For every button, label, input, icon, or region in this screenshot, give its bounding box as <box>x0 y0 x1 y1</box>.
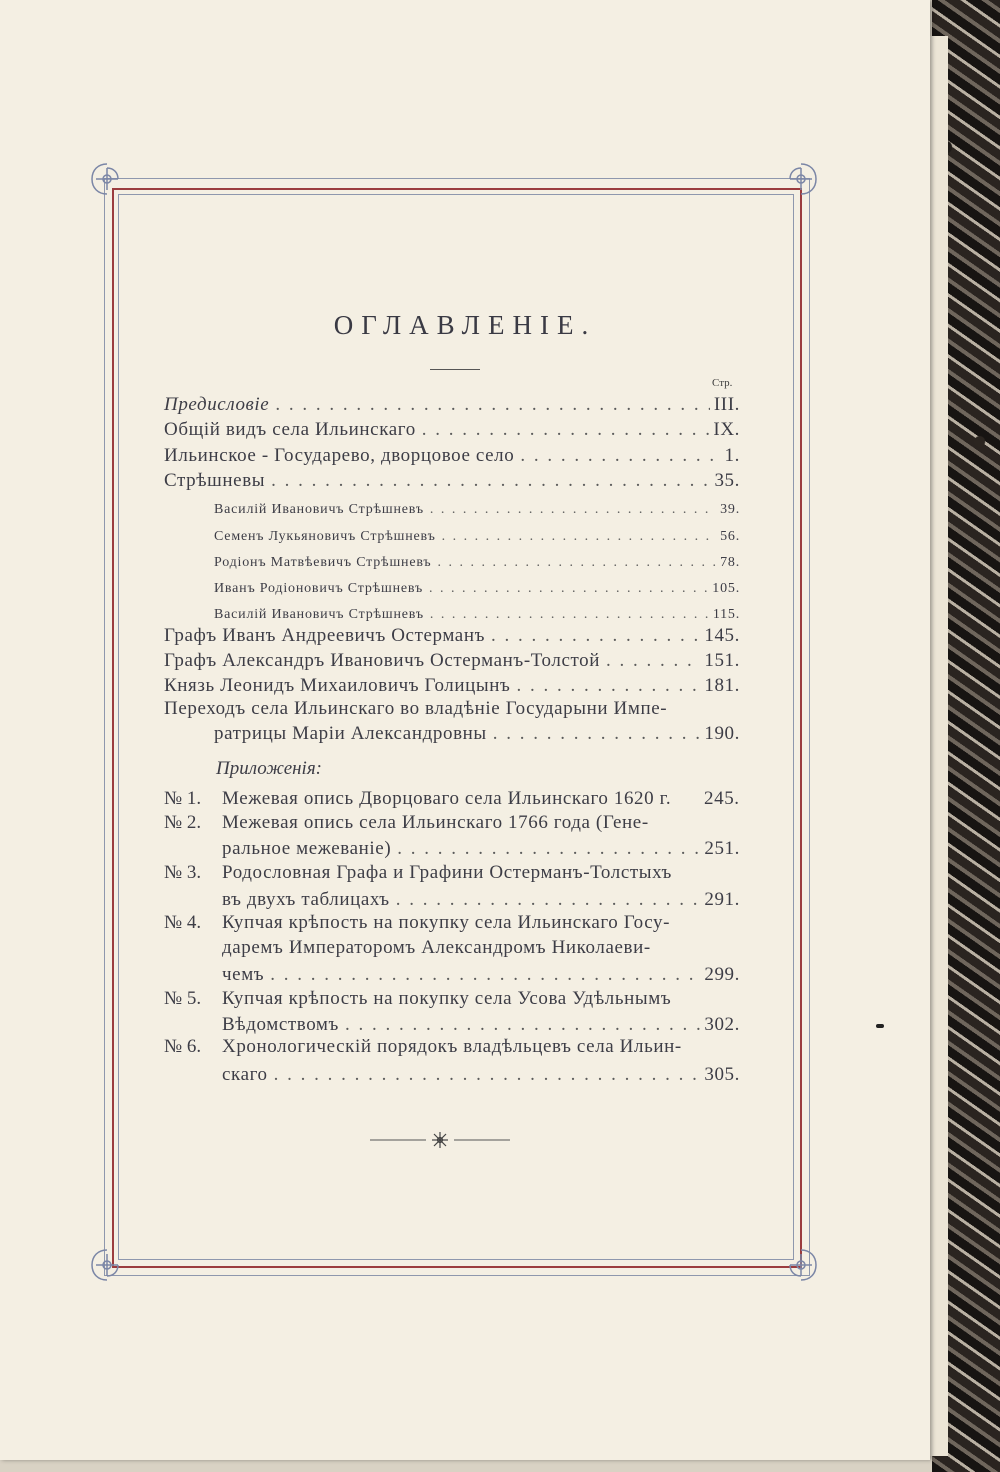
toc-subentry[interactable] <box>214 545 740 571</box>
toc-entry[interactable] <box>164 621 740 647</box>
toc-entry-page: 145. <box>704 625 740 646</box>
appendix-entry[interactable] <box>222 1010 740 1036</box>
page-column-label: Стр. <box>712 377 733 389</box>
toc-entry-label: Графъ Иванъ Андреевичъ Остерманъ <box>164 625 486 646</box>
appendix-number: № 4. <box>164 912 202 933</box>
toc-entry-label: Василій Ивановичъ Стрѣшневъ <box>214 607 424 622</box>
toc-entry-line: Переходъ села Ильинскаго во владѣніе Государыни Импе- <box>164 698 668 719</box>
appendix-page: 302. <box>704 1014 740 1035</box>
appendix-line: скаго <box>222 1064 268 1085</box>
appendix-line: чемъ <box>222 964 265 985</box>
toc-entry-label: Василій Ивановичъ Стрѣшневъ <box>214 502 424 517</box>
appendix-heading: Приложенія: <box>216 758 322 779</box>
leader-dots <box>424 502 716 518</box>
toc-entry-page: 181. <box>704 675 740 696</box>
leader-dots <box>339 1014 700 1036</box>
appendix-entry[interactable] <box>222 1060 740 1086</box>
leader-dots <box>487 723 701 745</box>
toc-entry-page: 105. <box>712 581 740 596</box>
page-mark <box>876 1024 884 1028</box>
leader-dots <box>268 1064 701 1086</box>
leader-dots <box>391 838 700 860</box>
toc-entry-page: 115. <box>712 607 740 622</box>
toc-entry-label: Иванъ Родіоновичъ Стрѣшневъ <box>214 581 424 596</box>
toc-entry-label: Графъ Александръ Ивановичъ Остерманъ-Толстой <box>164 650 601 671</box>
toc-entry-label: Семенъ Лукьяновичъ Стрѣшневъ <box>214 529 436 544</box>
appendix-number: № 2. <box>164 812 202 833</box>
appendix-line: въ двухъ таблицахъ <box>222 889 390 910</box>
toc-entry-page: 1. <box>724 445 740 466</box>
appendix-line: Межевая опись села Ильинскаго 1766 года (Гене- <box>222 812 649 833</box>
toc-entry-page: 78. <box>720 555 740 570</box>
leader-dots <box>600 650 700 672</box>
page-title: ОГЛАВЛЕНІЕ. <box>333 310 597 340</box>
toc-entry-label: Стрѣшневы <box>164 470 266 491</box>
appendix-line: даремъ Императоромъ Александромъ Николаеви- <box>222 937 651 958</box>
toc-entry[interactable] <box>164 646 740 672</box>
toc-subentry[interactable] <box>214 571 740 597</box>
toc-entry[interactable] <box>164 466 740 492</box>
leader-dots <box>390 889 701 911</box>
appendix-line: Купчая крѣпость на покупку села Ильинскаго Госу- <box>222 912 671 933</box>
leader-dots <box>514 445 720 467</box>
leader-dots <box>416 419 710 441</box>
corner-ornament-icon <box>782 1246 820 1284</box>
appendix-line: Родословная Графа и Графини Остерманъ-Толстыхъ <box>222 862 672 883</box>
appendix-number: № 5. <box>164 988 202 1009</box>
toc-entry-page: 56. <box>720 529 740 544</box>
appendix-number: № 6. <box>164 1036 202 1057</box>
appendix-number: № 3. <box>164 862 202 883</box>
appendix-entry[interactable] <box>222 885 740 911</box>
leader-dots <box>436 529 716 545</box>
appendix-line: ральное межеваніе) <box>222 838 392 859</box>
toc-entry-label: Предисловіе <box>164 394 270 415</box>
toc-entry-page: 35. <box>714 470 740 491</box>
toc-subentry[interactable] <box>214 597 740 623</box>
leader-dots <box>485 625 700 647</box>
toc-entry-label: Князь Леонидъ Михаиловичъ Голицынъ <box>164 675 511 696</box>
toc-entry[interactable] <box>164 390 740 416</box>
toc-entry-page: 190. <box>704 723 740 744</box>
leader-dots <box>264 964 700 986</box>
tail-ornament-icon <box>370 1130 510 1150</box>
toc-entry-label: Общій видъ села Ильинскаго <box>164 419 416 440</box>
appendix-page: 299. <box>704 964 740 985</box>
appendix-line: Вѣдомствомъ <box>222 1014 339 1035</box>
toc-entry-label: Ильинское - Государево, дворцовое село <box>164 445 515 466</box>
appendix-page: 291. <box>704 889 740 910</box>
appendix-line: Хронологическій порядокъ владѣльцевъ села Ильин- <box>222 1036 682 1057</box>
toc-subentry[interactable] <box>214 519 740 545</box>
toc-entry-page: IX. <box>713 419 740 440</box>
leader-dots <box>431 555 716 571</box>
leader-dots <box>265 470 710 492</box>
toc-entry-label: ратрицы Маріи Александровны <box>214 723 487 744</box>
toc-entry[interactable] <box>164 441 740 467</box>
leader-dots <box>510 675 700 697</box>
toc-entry[interactable] <box>164 671 740 697</box>
leader-dots <box>269 394 710 416</box>
corner-ornament-icon <box>88 1246 126 1284</box>
toc-entry-page: 151. <box>704 650 740 671</box>
title-rule <box>430 369 480 370</box>
appendix-page: 305. <box>704 1064 740 1085</box>
appendix-entry[interactable] <box>222 960 740 986</box>
toc-subentry[interactable] <box>214 492 740 518</box>
toc-entry[interactable] <box>164 415 740 441</box>
corner-ornament-icon <box>782 160 820 198</box>
appendix-entry[interactable] <box>222 834 740 860</box>
leader-dots <box>423 581 708 597</box>
appendix-number: № 1. <box>164 788 202 809</box>
appendix-line: Межевая опись Дворцоваго села Ильинскаго 1620 г. <box>222 788 672 809</box>
appendix-page: 251. <box>704 838 740 859</box>
toc-entry-page: III. <box>713 394 740 415</box>
toc-entry-label: Родіонъ Матвѣевичъ Стрѣшневъ <box>214 555 432 570</box>
toc-entry-page: 39. <box>720 502 740 517</box>
toc-entry[interactable] <box>214 719 740 745</box>
appendix-line: Купчая крѣпость на покупку села Усова Удѣльнымъ <box>222 988 672 1009</box>
appendix-page: 245. <box>704 788 740 809</box>
corner-ornament-icon <box>88 160 126 198</box>
